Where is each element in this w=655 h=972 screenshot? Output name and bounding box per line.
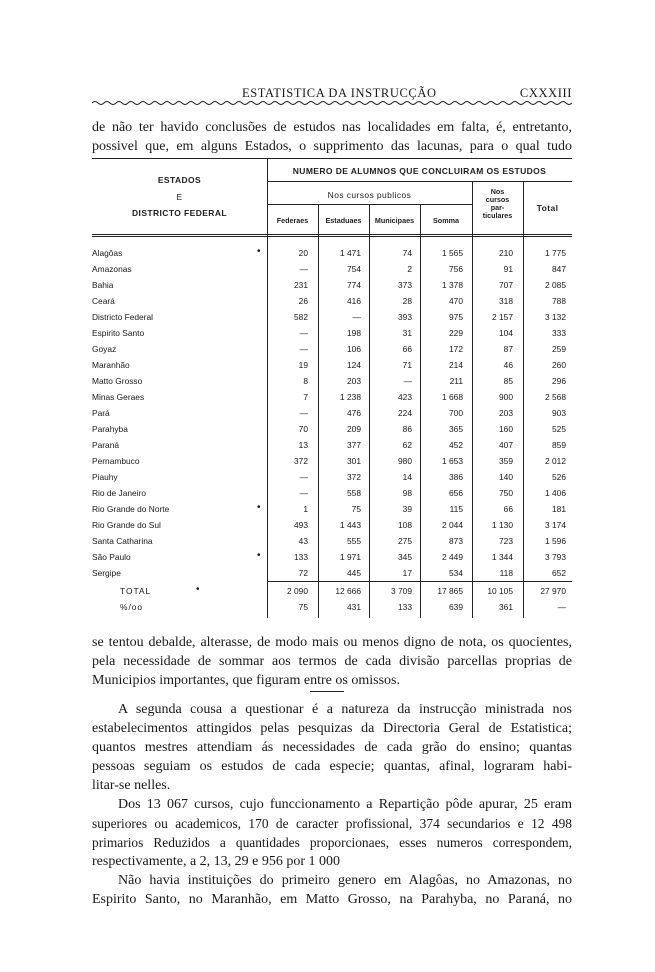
table-cell: 1 596 [545,536,566,546]
table-cell: 555 [347,536,361,546]
table-cell: 416 [347,296,361,306]
table-row [92,376,572,392]
table-cell: 754 [347,264,361,274]
state-name: São Paulo [92,552,131,562]
running-header [92,86,572,102]
table-cell: 372 [347,472,361,482]
table-top-rule [92,158,572,159]
total-header: Total [536,203,559,213]
paragraph-3 [92,795,572,871]
table-row [92,520,572,536]
table-cell: 582 [294,312,308,322]
table-cell: 639 [449,602,463,612]
table-cell: 28 [402,296,412,306]
table-cell: 1 130 [492,520,513,530]
table-cell: 1 378 [442,280,463,290]
table-cell: 203 [347,376,361,386]
table-row [92,392,572,408]
table-cell: 229 [449,328,463,338]
table-row [92,568,572,584]
table-cell: 62 [402,440,412,450]
private-courses-header: Nos cursos par- ticulares [482,187,513,220]
state-name: Parahyba [92,424,128,434]
state-name: Amazonas [92,264,132,274]
table-row [92,264,572,280]
text-line: pela necessidade de sommar aos termos de cada divisão parcellas proprias de [92,654,572,669]
table-cell: 2 157 [492,312,513,322]
table-cell: 13 [298,440,308,450]
table-cell: 345 [398,552,412,562]
table-cell: 26 [298,296,308,306]
state-name: Paraná [92,440,120,450]
table-cell: 91 [503,264,513,274]
table-cell: 98 [402,488,412,498]
row-label: TOTAL [120,586,152,596]
table-cell: 359 [499,456,513,466]
table-row [92,552,572,568]
paragraph-1 [92,633,572,690]
paragraph-2 [92,700,572,795]
section-divider [310,691,344,692]
table-cell: 372 [294,456,308,466]
states-header-line1: ESTADOS [157,175,202,185]
table-cell: 903 [552,408,566,418]
column-header: Federaes [276,216,309,225]
table-cell: 124 [347,360,361,370]
text-line: Espirito Santo, no Maranhão, em Matto Grosso, na Parahyba, no Paraná, no [92,892,572,907]
table-cell: 20 [298,248,308,258]
table-cell: 788 [552,296,566,306]
table-cell: 534 [449,568,463,578]
table-cell: 10 105 [487,586,513,596]
table-cell: 259 [552,344,566,354]
state-name: Santa Catharina [92,536,153,546]
table-cell: 333 [552,328,566,338]
table-row [92,440,572,456]
table-cell: 2 449 [442,552,463,562]
table-cell: 1 406 [545,488,566,498]
table-cell: 847 [552,264,566,274]
table-cell: 75 [298,602,308,612]
table-cell: 140 [499,472,513,482]
states-header-line3: DISTRICTO FEDERAL [132,208,227,218]
state-name: Alagôas [92,248,123,258]
state-name: Espirito Santo [92,328,145,338]
state-name: Piauhy [92,472,118,482]
table-cell: 2 568 [545,392,566,402]
table-cell: 85 [503,376,513,386]
table-cell: 873 [449,536,463,546]
table-cell: 2 085 [545,280,566,290]
text-line: respectivamente, a 2, 13, 29 e 956 por 1 000 [92,854,341,869]
table-cell: 203 [499,408,513,418]
leader-dot: • [257,246,261,257]
table-cell: — [299,472,308,482]
text-line: Municipios importantes, que figuram entre os omissos. [92,673,400,688]
table-cell: 756 [449,264,463,274]
row-label: %/oo [120,602,144,612]
column-header: Municipaes [374,216,415,225]
table-cell: 87 [503,344,513,354]
table-cell: 74 [402,248,412,258]
text-line: Dos 13 067 cursos, cujo funccionamento a Repartição pôde apurar, 25 eram [118,797,572,812]
table-cell: 470 [449,296,463,306]
table-cell: 17 865 [437,586,463,596]
table-cell: 431 [347,602,361,612]
table-cell: 3 793 [545,552,566,562]
table-cell: 526 [552,472,566,482]
state-name: Goyaz [92,344,117,354]
table-cell: 476 [347,408,361,418]
state-name: Bahia [92,280,114,290]
state-name: Rio de Janeiro [92,488,147,498]
table-cell: 377 [347,440,361,450]
state-name: Minas Geraes [92,392,145,402]
table-cell: 700 [449,408,463,418]
table-cell: 46 [503,360,513,370]
table-cell: 723 [499,536,513,546]
table-cell: 260 [552,360,566,370]
column-header: Estaduaes [325,216,362,225]
table-cell: 115 [449,504,463,514]
table-cell: 39 [402,504,412,514]
table-cell: 652 [552,568,566,578]
leader-dot: • [257,502,261,513]
table-cell: 1 971 [340,552,361,562]
table-cell: — [299,264,308,274]
state-name: Pará [92,408,110,418]
state-name: Sergipe [92,568,121,578]
table-cell: 12 666 [335,586,361,596]
table-cell: 86 [402,424,412,434]
table-cell: 1 238 [340,392,361,402]
table-cell: 198 [347,328,361,338]
total-row [92,586,572,602]
table-row [92,296,572,312]
text-line: possivel que, em alguns Estados, o supprimento das lacunas, para o qual tudo [92,139,572,154]
table-cell: 43 [298,536,308,546]
table-cell: 214 [449,360,463,370]
table-cell: 160 [499,424,513,434]
table-row [92,328,572,344]
table-cell: 210 [499,248,513,258]
table-cell: 31 [402,328,412,338]
table-cell: 224 [398,408,412,418]
table-cell: — [299,408,308,418]
table-cell: 8 [303,376,308,386]
table-row [92,488,572,504]
intro-paragraph [92,118,572,156]
table-cell: 361 [499,602,513,612]
table-cell: 70 [298,424,308,434]
table-cell: 231 [294,280,308,290]
table-cell: 445 [347,568,361,578]
table-cell: 72 [298,568,308,578]
text-line: pessoas seguiam os estudos de cada especie; quantas, afinal, lograram habi- [92,759,572,774]
state-name: Maranhão [92,360,130,370]
table-cell: 558 [347,488,361,498]
table-row [92,456,572,472]
table-cell: — [299,344,308,354]
table-cell: 275 [398,536,412,546]
table-cell: 1 471 [340,248,361,258]
state-name: Matto Grosso [92,376,143,386]
page-number: CXXXIII [519,86,572,100]
table-cell: 386 [449,472,463,482]
table-cell: 774 [347,280,361,290]
table-row [92,504,572,520]
table-cell: 407 [499,440,513,450]
table-cell: 423 [398,392,412,402]
table-cell: 7 [303,392,308,402]
table-cell: 181 [552,504,566,514]
table-cell: 118 [499,568,513,578]
text-line: litar-se nelles. [92,778,171,793]
text-line: primarios Reduzidos a quantidades proporcionaes, esses numeros correspondem, [92,835,572,850]
column-header: Somma [433,216,459,225]
table-cell: 2 090 [287,586,308,596]
table-row [92,280,572,296]
table-row [92,408,572,424]
table-cell: 859 [552,440,566,450]
permil-row [92,602,572,618]
table-cell: — [557,602,566,612]
table-cell: 1 565 [442,248,463,258]
table-cell: 106 [347,344,361,354]
table-cell: 17 [402,568,412,578]
table-cell: 209 [347,424,361,434]
table-row [92,312,572,328]
table-cell: 452 [449,440,463,450]
table-row [92,424,572,440]
state-name: Districto Federal [92,312,153,322]
state-name: Ceará [92,296,115,306]
table-cell: 1 668 [442,392,463,402]
table-cell: 172 [449,344,463,354]
text-line: se tentou debalde, alterasse, de modo mais ou menos digno de nota, os quocientes, [92,635,572,650]
table-cell: 71 [402,360,412,370]
table-cell: 707 [499,280,513,290]
table-cell: 3 132 [545,312,566,322]
table-cell: 27 970 [540,586,566,596]
table-cell: 66 [402,344,412,354]
table-cell: 2 012 [545,456,566,466]
text-line: de não ter havido conclusões de estudos nas localidades em falta, é, entretanto, [92,120,572,135]
table-cell: 296 [552,376,566,386]
table-cell: 108 [398,520,412,530]
table-cell: 2 [407,264,412,274]
table-cell: 980 [398,456,412,466]
states-header-line2: E [176,192,183,202]
public-courses-header: Nos cursos publicos [327,190,412,200]
table-row [92,472,572,488]
state-name: Rio Grande do Norte [92,504,170,514]
table-cell: 3 709 [391,586,412,596]
table-cell: 900 [499,392,513,402]
table-cell: — [299,488,308,498]
table-cell: 1 443 [340,520,361,530]
table-cell: 656 [449,488,463,498]
text-line: quantos mestres attendiam ás necessidades de cada grão do ensino; quantas [92,740,572,755]
table-cell: 1 775 [545,248,566,258]
table-cell: 104 [499,328,513,338]
header-double-rule [92,234,572,237]
paragraph-4 [92,871,572,909]
table-cell: 301 [347,456,361,466]
leader-dot: • [196,584,200,595]
table-cell: 75 [351,504,361,514]
text-line: Não havia instituições do primeiro genero em Alagôas, no Amazonas, no [118,873,572,888]
table-cell: 19 [298,360,308,370]
table-cell: 66 [503,504,513,514]
group-header: NUMERO DE ALUMNOS QUE CONCLUIRAM OS ESTUDOS [292,166,547,176]
running-title: ESTATISTICA DA INSTRUCÇÃO [242,86,437,100]
table-cell: 2 044 [442,520,463,530]
leader-dot: • [257,550,261,561]
table-cell: 3 174 [545,520,566,530]
table-cell: 525 [552,424,566,434]
table-row [92,248,572,264]
table-cell: 133 [294,552,308,562]
table-cell: — [299,328,308,338]
table-cell: — [352,312,361,322]
statistics-table [92,158,572,618]
table-cell: 318 [499,296,513,306]
table-cell: — [403,376,412,386]
table-cell: 750 [499,488,513,498]
text-line: A segunda cousa a questionar é a natureza da instrucção ministrada nos [118,702,572,717]
table-row [92,360,572,376]
state-name: Pernambuco [92,456,140,466]
wavy-rule [92,100,572,106]
table-cell: 373 [398,280,412,290]
table-cell: 493 [294,520,308,530]
table-cell: 1 [303,504,308,514]
text-line: estabelecimentos attingidos pelas pesquizas da Directoria Geral de Estatistica; [92,721,572,736]
table-cell: 365 [449,424,463,434]
table-cell: 1 344 [492,552,513,562]
table-row [92,344,572,360]
table-cell: 975 [449,312,463,322]
state-name: Rio Grande do Sul [92,520,161,530]
text-line: superiores ou academicos, 170 de caracter profissional, 374 secundarios e 12 498 [92,816,572,831]
table-cell: 14 [402,472,412,482]
table-row [92,536,572,552]
table-cell: 133 [398,602,412,612]
table-cell: 211 [449,376,463,386]
table-cell: 393 [398,312,412,322]
table-cell: 1 653 [442,456,463,466]
